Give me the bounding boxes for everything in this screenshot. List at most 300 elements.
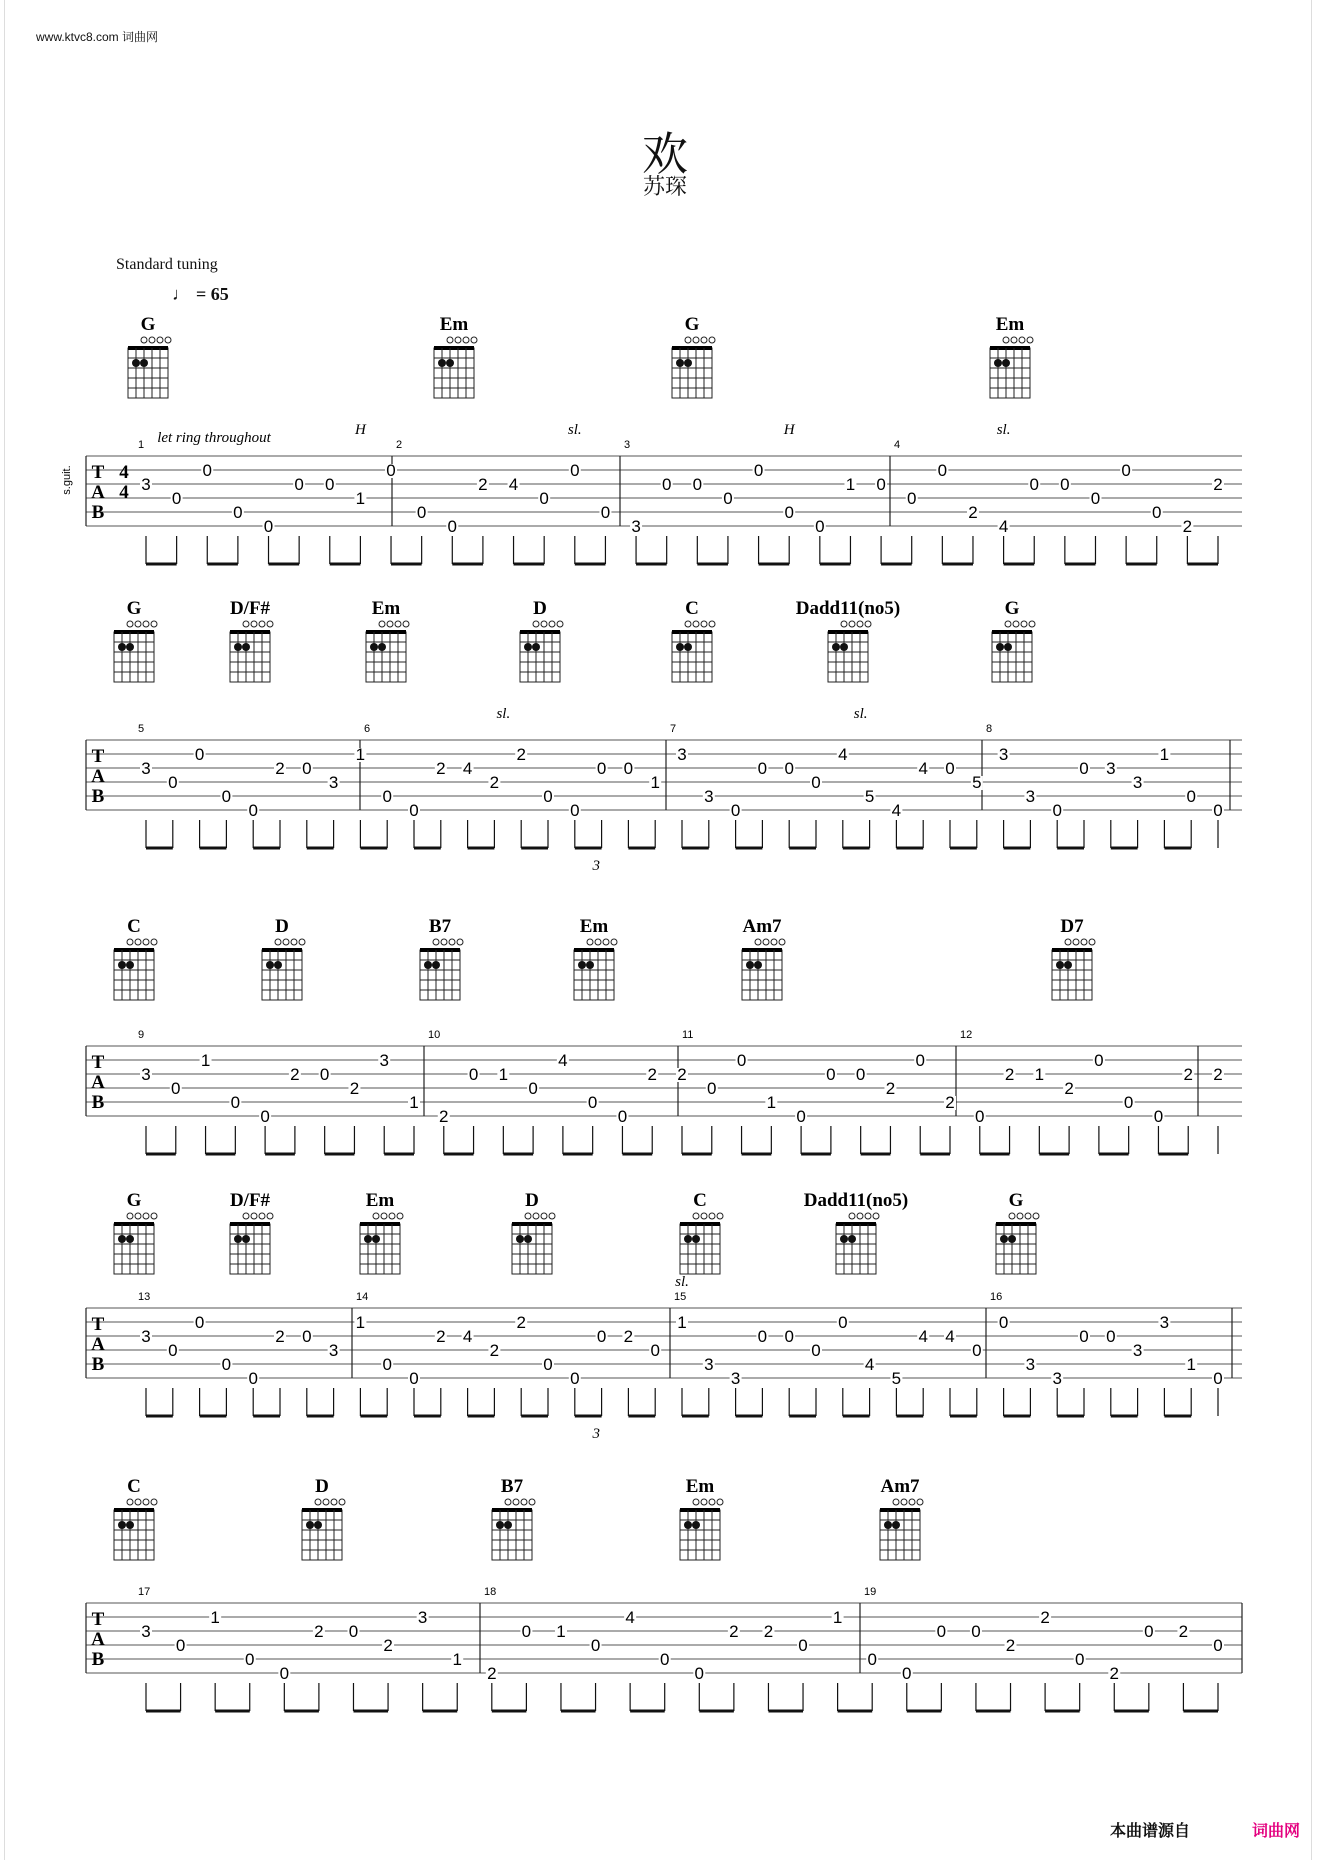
fret-number: 0 bbox=[902, 1664, 912, 1683]
open-string-icon bbox=[505, 1499, 511, 1505]
open-string-icon bbox=[291, 939, 297, 945]
fret-number: 0 bbox=[757, 1327, 768, 1346]
fret-number: 0 bbox=[1060, 475, 1070, 494]
fret-number: 0 bbox=[1094, 1051, 1104, 1070]
fret-number: 0 bbox=[168, 773, 178, 792]
fret-number: 4 bbox=[998, 517, 1009, 536]
fret-number: 4 bbox=[838, 745, 848, 764]
tab-clef-t: T bbox=[91, 1314, 105, 1335]
fret-number: 0 bbox=[659, 1650, 670, 1669]
chord-diagram bbox=[366, 598, 409, 682]
fret-number: 0 bbox=[811, 773, 821, 792]
fret-number: 0 bbox=[784, 503, 794, 522]
fret-number: 0 bbox=[876, 475, 886, 494]
time-signature-top: 4 bbox=[119, 462, 129, 483]
chord-name: B7 bbox=[500, 1476, 524, 1497]
open-string-icon bbox=[339, 1499, 345, 1505]
chord-diagram bbox=[680, 1476, 723, 1560]
chord-diagram bbox=[230, 1190, 273, 1274]
fret-number: 0 bbox=[736, 1051, 747, 1070]
measure-number: 9 bbox=[138, 1029, 145, 1041]
measure-number: 12 bbox=[960, 1029, 973, 1041]
chord-diagram bbox=[262, 916, 305, 1000]
chord-name: Em bbox=[579, 916, 609, 937]
open-string-icon bbox=[1013, 621, 1019, 627]
open-string-icon bbox=[1073, 939, 1079, 945]
fret-number: 2 bbox=[1183, 1065, 1193, 1084]
open-string-icon bbox=[857, 621, 863, 627]
open-string-icon bbox=[709, 621, 715, 627]
fret-number: 0 bbox=[348, 1622, 359, 1641]
fretboard bbox=[520, 632, 560, 682]
finger-dot bbox=[684, 1521, 692, 1529]
chord-name: C bbox=[685, 598, 699, 619]
open-string-icon bbox=[403, 621, 409, 627]
tab-clef-a: A bbox=[91, 766, 105, 787]
measure-number: 2 bbox=[396, 439, 403, 451]
open-string-icon bbox=[1021, 621, 1027, 627]
fret-number: 3 bbox=[677, 745, 687, 764]
fret-number: 0 bbox=[1090, 489, 1101, 508]
finger-dot bbox=[676, 359, 684, 367]
finger-dot bbox=[126, 1521, 134, 1529]
open-string-icon bbox=[685, 337, 691, 343]
tab-clef-a: A bbox=[91, 482, 105, 503]
open-string-icon bbox=[1005, 621, 1011, 627]
open-string-icon bbox=[693, 337, 699, 343]
fret-number: 1 bbox=[845, 475, 856, 494]
fret-number: 0 bbox=[838, 1313, 848, 1332]
fret-number: 1 bbox=[355, 745, 366, 764]
finger-dot bbox=[994, 359, 1002, 367]
open-string-icon bbox=[1029, 621, 1035, 627]
fret-number: 0 bbox=[221, 787, 232, 806]
open-string-icon bbox=[685, 621, 691, 627]
fret-number: 0 bbox=[998, 1313, 1009, 1332]
fretboard bbox=[996, 1224, 1036, 1274]
open-string-icon bbox=[1027, 337, 1033, 343]
fret-number: 0 bbox=[175, 1636, 186, 1655]
chord-name: G bbox=[684, 314, 700, 335]
fret-number: 0 bbox=[279, 1664, 290, 1683]
fret-number: 3 bbox=[141, 1622, 151, 1641]
open-string-icon bbox=[693, 621, 699, 627]
open-string-icon bbox=[127, 939, 133, 945]
chord-diagram bbox=[114, 916, 157, 1000]
fret-number: 0 bbox=[623, 759, 634, 778]
fretboard bbox=[262, 950, 302, 1000]
fret-number: 2 bbox=[1109, 1664, 1119, 1683]
open-string-icon bbox=[1011, 337, 1017, 343]
finger-dot bbox=[118, 1521, 126, 1529]
open-string-icon bbox=[143, 939, 149, 945]
open-string-icon bbox=[449, 939, 455, 945]
open-string-icon bbox=[693, 1499, 699, 1505]
fret-number: 0 bbox=[1186, 787, 1196, 806]
fret-number: 3 bbox=[328, 1341, 339, 1360]
fret-number: 2 bbox=[968, 503, 978, 522]
fretboard bbox=[230, 632, 270, 682]
finger-dot bbox=[118, 1235, 126, 1243]
finger-dot bbox=[684, 1235, 692, 1243]
fret-number: 0 bbox=[661, 475, 672, 494]
song-title: 欢 bbox=[642, 127, 688, 181]
fret-number: 0 bbox=[294, 475, 304, 494]
open-string-icon bbox=[251, 1213, 257, 1219]
measure-number: 6 bbox=[364, 723, 371, 735]
finger-dot bbox=[370, 643, 378, 651]
tab-clef-t: T bbox=[91, 1052, 105, 1073]
chord-name: D bbox=[275, 916, 289, 937]
open-string-icon bbox=[1065, 939, 1071, 945]
open-string-icon bbox=[471, 337, 477, 343]
chord-name: Dadd11(no5) bbox=[795, 598, 901, 619]
finger-dot bbox=[496, 1521, 504, 1529]
fret-number: 2 bbox=[1064, 1079, 1074, 1098]
chord-name: G bbox=[1004, 598, 1020, 619]
fret-number: 3 bbox=[328, 773, 339, 792]
finger-dot bbox=[1064, 961, 1072, 969]
fret-number: 0 bbox=[972, 1341, 982, 1360]
tab-clef-b: B bbox=[91, 502, 105, 523]
open-string-icon bbox=[1081, 939, 1087, 945]
open-string-icon bbox=[151, 1499, 157, 1505]
fretboard bbox=[680, 1510, 720, 1560]
open-string-icon bbox=[151, 1213, 157, 1219]
chord-diagram bbox=[114, 1190, 157, 1274]
open-string-icon bbox=[701, 621, 707, 627]
tuplet-number: 3 bbox=[592, 858, 600, 874]
finger-dot bbox=[306, 1521, 314, 1529]
open-string-icon bbox=[693, 1213, 699, 1219]
fret-number: 0 bbox=[596, 1327, 607, 1346]
fret-number: 0 bbox=[570, 461, 580, 480]
fret-number: 0 bbox=[325, 475, 335, 494]
chord-diagram bbox=[990, 314, 1033, 398]
fret-number: 0 bbox=[971, 1622, 981, 1641]
open-string-icon bbox=[865, 1213, 871, 1219]
fret-number: 1 bbox=[1034, 1065, 1045, 1084]
instrument-label: s.guit. bbox=[61, 465, 73, 495]
open-string-icon bbox=[127, 1213, 133, 1219]
fret-number: 2 bbox=[489, 1341, 500, 1360]
open-string-icon bbox=[463, 337, 469, 343]
open-string-icon bbox=[455, 337, 461, 343]
open-string-icon bbox=[251, 621, 257, 627]
open-string-icon bbox=[243, 621, 249, 627]
fretboard bbox=[492, 1510, 532, 1560]
fret-number: 0 bbox=[168, 1341, 178, 1360]
fretboard bbox=[434, 348, 474, 398]
technique-mark: sl. bbox=[996, 422, 1011, 438]
fret-number: 0 bbox=[468, 1065, 479, 1084]
fretboard bbox=[1052, 950, 1092, 1000]
tab-clef-a: A bbox=[91, 1629, 105, 1650]
finger-dot bbox=[586, 961, 594, 969]
technique-mark: H bbox=[354, 422, 366, 438]
fret-number: 5 bbox=[864, 787, 875, 806]
chord-diagram bbox=[574, 916, 617, 1000]
finger-dot bbox=[692, 1235, 700, 1243]
fret-number: 0 bbox=[730, 801, 741, 820]
open-string-icon bbox=[381, 1213, 387, 1219]
fret-number: 2 bbox=[275, 1327, 285, 1346]
chord-diagram bbox=[114, 598, 157, 682]
finger-dot bbox=[126, 961, 134, 969]
chord-diagram bbox=[680, 1190, 723, 1274]
fret-number: 0 bbox=[587, 1093, 598, 1112]
measure-number: 10 bbox=[428, 1029, 441, 1041]
fret-number: 1 bbox=[200, 1051, 211, 1070]
open-string-icon bbox=[595, 939, 601, 945]
chord-diagram bbox=[492, 1476, 535, 1560]
open-string-icon bbox=[709, 1213, 715, 1219]
fret-number: 3 bbox=[1052, 1369, 1062, 1388]
fret-number: 0 bbox=[543, 787, 553, 806]
chord-diagram bbox=[992, 598, 1035, 682]
chord-diagram bbox=[672, 598, 715, 682]
finger-dot bbox=[840, 1235, 848, 1243]
open-string-icon bbox=[587, 939, 593, 945]
fret-number: 3 bbox=[704, 1355, 714, 1374]
fret-number: 3 bbox=[998, 745, 1009, 764]
open-string-icon bbox=[323, 1499, 329, 1505]
chord-diagram bbox=[230, 598, 273, 682]
open-string-icon bbox=[127, 1499, 133, 1505]
fret-number: 1 bbox=[832, 1608, 843, 1627]
finger-dot bbox=[746, 961, 754, 969]
open-string-icon bbox=[1025, 1213, 1031, 1219]
fret-number: 2 bbox=[945, 1093, 955, 1112]
open-string-icon bbox=[143, 1499, 149, 1505]
open-string-icon bbox=[701, 1213, 707, 1219]
chord-name: D/F# bbox=[229, 598, 271, 619]
fret-number: 1 bbox=[556, 1622, 566, 1641]
finger-dot bbox=[516, 1235, 524, 1243]
fret-number: 2 bbox=[489, 773, 500, 792]
open-string-icon bbox=[165, 337, 171, 343]
finger-dot bbox=[364, 1235, 372, 1243]
measure-number: 18 bbox=[484, 1586, 497, 1598]
fret-number: 3 bbox=[1106, 759, 1116, 778]
fret-number: 1 bbox=[1186, 1355, 1196, 1374]
footer-logo: 词曲网 bbox=[1251, 1821, 1300, 1840]
open-string-icon bbox=[373, 1213, 379, 1219]
fret-number: 2 bbox=[439, 1107, 449, 1126]
fret-number: 0 bbox=[945, 759, 955, 778]
fret-number: 2 bbox=[290, 1065, 300, 1084]
finger-dot bbox=[234, 1235, 242, 1243]
open-string-icon bbox=[557, 621, 563, 627]
open-string-icon bbox=[701, 337, 707, 343]
fret-number: 5 bbox=[972, 773, 982, 792]
open-string-icon bbox=[1019, 337, 1025, 343]
finger-dot bbox=[132, 359, 140, 367]
fret-number: 0 bbox=[855, 1065, 866, 1084]
finger-dot bbox=[378, 643, 386, 651]
fret-number: 0 bbox=[1144, 1622, 1154, 1641]
fret-number: 0 bbox=[815, 517, 825, 536]
open-string-icon bbox=[521, 1499, 527, 1505]
fret-number: 0 bbox=[811, 1341, 821, 1360]
chord-name: D bbox=[525, 1190, 539, 1211]
open-string-icon bbox=[1017, 1213, 1023, 1219]
chord-diagram bbox=[804, 1190, 909, 1274]
fret-number: 0 bbox=[1123, 1093, 1134, 1112]
fret-number: 0 bbox=[221, 1355, 232, 1374]
fretboard bbox=[828, 632, 868, 682]
tab-clef-t: T bbox=[91, 462, 105, 483]
open-string-icon bbox=[513, 1499, 519, 1505]
fretboard bbox=[742, 950, 782, 1000]
fret-number: 3 bbox=[417, 1608, 428, 1627]
fretboard bbox=[230, 1224, 270, 1274]
fret-number: 2 bbox=[275, 759, 285, 778]
open-string-icon bbox=[893, 1499, 899, 1505]
fretboard bbox=[114, 632, 154, 682]
fret-number: 1 bbox=[409, 1093, 419, 1112]
open-string-icon bbox=[135, 939, 141, 945]
finger-dot bbox=[676, 643, 684, 651]
fret-number: 0 bbox=[194, 745, 205, 764]
finger-dot bbox=[424, 961, 432, 969]
fret-number: 2 bbox=[885, 1079, 896, 1098]
finger-dot bbox=[126, 1235, 134, 1243]
chord-name: G bbox=[140, 314, 156, 335]
fret-number: 0 bbox=[1029, 475, 1039, 494]
fret-number: 0 bbox=[784, 759, 794, 778]
finger-dot bbox=[848, 1235, 856, 1243]
fret-number: 4 bbox=[462, 759, 473, 778]
open-string-icon bbox=[267, 1213, 273, 1219]
open-string-icon bbox=[433, 939, 439, 945]
tab-clef-t: T bbox=[91, 746, 105, 767]
open-string-icon bbox=[525, 1213, 531, 1219]
open-string-icon bbox=[541, 621, 547, 627]
fret-number: 0 bbox=[409, 1369, 419, 1388]
chord-diagram bbox=[796, 598, 901, 682]
chord-diagram bbox=[520, 598, 563, 682]
open-string-icon bbox=[901, 1499, 907, 1505]
fretboard bbox=[302, 1510, 342, 1560]
fret-number: 4 bbox=[918, 1327, 928, 1346]
time-signature-bottom: 4 bbox=[119, 482, 129, 503]
fret-number: 3 bbox=[141, 475, 151, 494]
open-string-icon bbox=[755, 939, 761, 945]
open-string-icon bbox=[157, 337, 163, 343]
fret-number: 0 bbox=[650, 1341, 660, 1360]
chord-diagram bbox=[996, 1190, 1039, 1274]
tab-clef-b: B bbox=[91, 1354, 105, 1375]
fret-number: 2 bbox=[436, 759, 446, 778]
fretboard bbox=[128, 348, 168, 398]
finger-dot bbox=[684, 643, 692, 651]
fret-number: 4 bbox=[558, 1051, 568, 1070]
finger-dot bbox=[884, 1521, 892, 1529]
open-string-icon bbox=[457, 939, 463, 945]
open-string-icon bbox=[299, 939, 305, 945]
measure-number: 17 bbox=[138, 1586, 151, 1598]
fret-number: 0 bbox=[1106, 1327, 1116, 1346]
fret-number: 4 bbox=[508, 475, 519, 494]
fret-number: 2 bbox=[516, 745, 526, 764]
fret-number: 0 bbox=[1152, 503, 1162, 522]
fret-number: 0 bbox=[1052, 801, 1062, 820]
tab-clef-b: B bbox=[91, 1649, 105, 1670]
finger-dot bbox=[1056, 961, 1064, 969]
fret-number: 0 bbox=[975, 1107, 985, 1126]
fret-number: 3 bbox=[141, 1327, 151, 1346]
fret-number: 0 bbox=[528, 1079, 538, 1098]
fretboard bbox=[512, 1224, 552, 1274]
chord-diagram bbox=[1052, 916, 1095, 1000]
tab-clef-a: A bbox=[91, 1334, 105, 1355]
open-string-icon bbox=[1089, 939, 1095, 945]
open-string-icon bbox=[267, 621, 273, 627]
tuning-label: Standard tuning bbox=[116, 256, 218, 273]
tempo-value: = 65 bbox=[196, 284, 229, 304]
fret-number: 0 bbox=[1213, 1636, 1223, 1655]
finger-dot bbox=[314, 1521, 322, 1529]
fret-number: 3 bbox=[631, 517, 641, 536]
open-string-icon bbox=[379, 621, 385, 627]
fretboard bbox=[420, 950, 460, 1000]
chord-name: C bbox=[127, 916, 141, 937]
technique-mark: sl. bbox=[675, 1274, 689, 1290]
open-string-icon bbox=[395, 621, 401, 627]
fret-number: 0 bbox=[521, 1622, 532, 1641]
fret-number: 2 bbox=[763, 1622, 774, 1641]
finger-dot bbox=[1002, 359, 1010, 367]
fret-number: 0 bbox=[248, 1369, 258, 1388]
fretboard bbox=[114, 1224, 154, 1274]
fret-number: 0 bbox=[382, 787, 392, 806]
measure-number: 13 bbox=[138, 1291, 151, 1303]
finger-dot bbox=[266, 961, 274, 969]
quarter-note-icon: ♩ bbox=[172, 284, 190, 304]
open-string-icon bbox=[857, 1213, 863, 1219]
chord-name: Em bbox=[439, 314, 469, 335]
fretboard bbox=[574, 950, 614, 1000]
fret-number: 3 bbox=[1159, 1313, 1170, 1332]
fret-number: 2 bbox=[1213, 1065, 1223, 1084]
open-string-icon bbox=[259, 1213, 265, 1219]
fret-number: 0 bbox=[194, 1313, 205, 1332]
fret-number: 2 bbox=[623, 1327, 634, 1346]
finger-dot bbox=[692, 1521, 700, 1529]
measure-number: 1 bbox=[138, 439, 145, 451]
chord-name: D bbox=[533, 598, 547, 619]
tab-clef-b: B bbox=[91, 1092, 105, 1113]
fret-number: 0 bbox=[1074, 1650, 1085, 1669]
finger-dot bbox=[832, 643, 840, 651]
tab-clef-t: T bbox=[91, 1609, 105, 1630]
finger-dot bbox=[524, 1235, 532, 1243]
fret-number: 0 bbox=[260, 1107, 270, 1126]
open-string-icon bbox=[763, 939, 769, 945]
chord-diagram bbox=[742, 916, 785, 1000]
measure-number: 19 bbox=[864, 1586, 877, 1598]
fret-number: 4 bbox=[945, 1327, 955, 1346]
open-string-icon bbox=[611, 939, 617, 945]
fret-number: 3 bbox=[141, 1065, 151, 1084]
fret-number: 3 bbox=[1132, 773, 1143, 792]
finger-dot bbox=[532, 643, 540, 651]
fret-number: 3 bbox=[1025, 1355, 1036, 1374]
fret-number: 2 bbox=[1213, 475, 1223, 494]
finger-dot bbox=[1008, 1235, 1016, 1243]
fret-number: 1 bbox=[498, 1065, 509, 1084]
